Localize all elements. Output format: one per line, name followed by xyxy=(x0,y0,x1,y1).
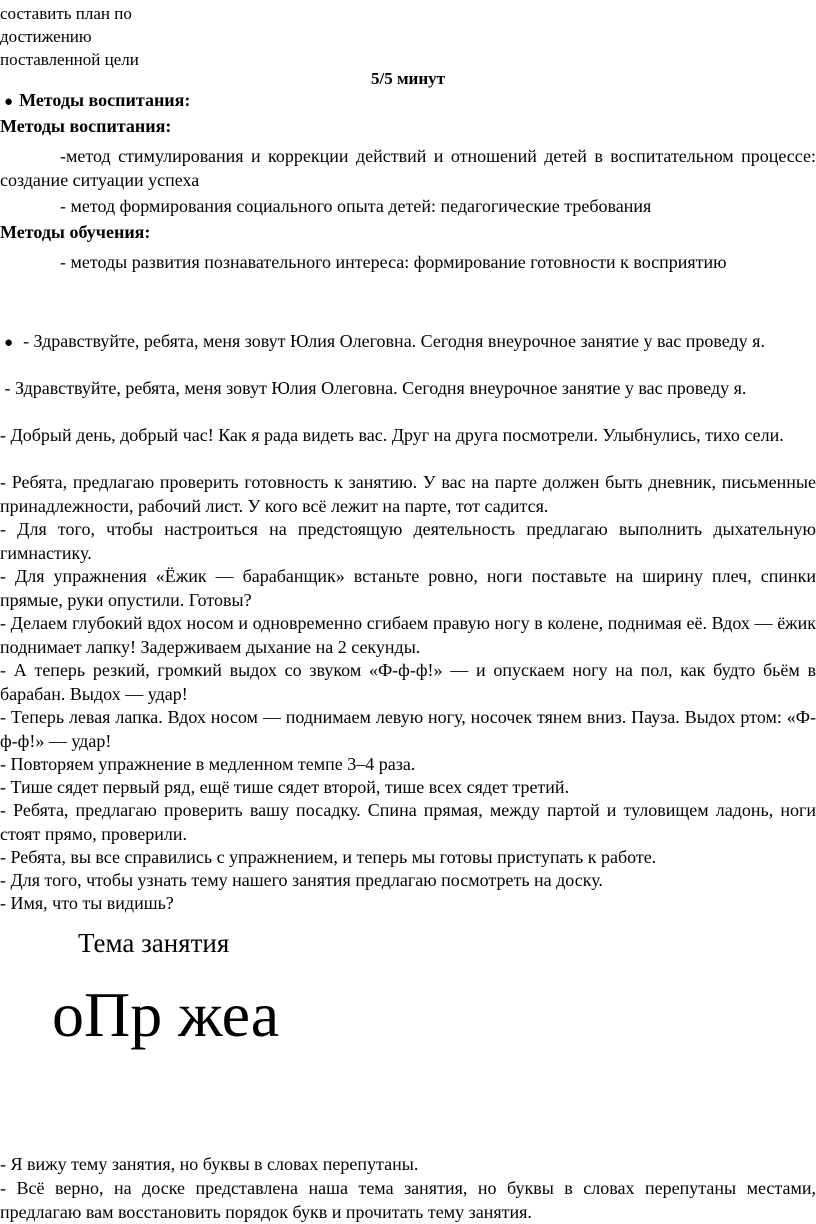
dialogue-line-5: - Для упражнения «Ёжик — барабанщик» встаньте ровно, ноги поставьте на ширину плеч, спинки прямые, руки опустили. Готовы? xyxy=(0,566,816,610)
bullet-icon: ● xyxy=(4,335,14,351)
bullet-methods-heading xyxy=(0,88,816,114)
dialogue-line-1: - Здравствуйте, ребята, меня зовут Юлия Олеговна. Сегодня внеурочное занятие у вас проведу я. xyxy=(0,378,747,398)
dialogue-line-10: - Тише сядет первый ряд, ещё тише сядет второй, тише всех сядет третий. xyxy=(0,777,570,797)
dialogue-line-13: - Для того, чтобы узнать тему нашего занятия предлагаю посмотреть на доску. xyxy=(0,870,603,890)
dialogue-line-2: - Добрый день, добрый час! Как я рада видеть вас. Друг на друга посмотрели. Улыбнулись, тихо сели. xyxy=(0,425,784,445)
dialogue-line-9: - Повторяем упражнение в медленном темпе 3–4 раза. xyxy=(0,754,416,774)
closing-line-1: - Всё верно, на доске представлена наша тема занятия, но буквы в словах перепутаны местами, предлагаю вам восстановить порядок букв и прочитать тему занятия. xyxy=(0,1178,816,1222)
dialogue-line-7: - А теперь резкий, громкий выдох со звуком «Ф-ф-ф!» — и опускаем ногу на пол, как будто бьём в барабан. Выдох — удар! xyxy=(0,660,816,704)
board-title: Тема занятия xyxy=(78,928,230,958)
goal-text: составить план по достижению поставленной цели xyxy=(0,4,139,69)
dialogue-text: - Здравствуйте, ребята, меня зовут Юлия Олеговна. Сегодня внеурочное занятие у вас проведу я. xyxy=(23,331,765,351)
dialogue-line-3: - Ребята, предлагаю проверить готовность к занятию. У вас на парте должен быть дневник, письменные принадлежности, рабочий лист. У кого всё лежит на парте, тот садится. xyxy=(0,472,816,516)
time-label: 5/5 минут xyxy=(371,69,445,88)
dialogue-line-14: - Имя, что ты видишь? xyxy=(0,893,174,913)
dialogue-line-0 xyxy=(0,329,816,355)
methods-upbringing-item: - метод формирования социального опыта детей: педагогические требования xyxy=(60,196,652,216)
methods-upbringing-heading: Методы воспитания: xyxy=(0,116,172,136)
dialogue-line-12: - Ребята, вы все справились с упражнением, и теперь мы готовы приступать к работе. xyxy=(0,847,657,867)
methods-teaching-item: - методы развития познавательного интереса: формирование готовности к восприятию xyxy=(60,252,727,272)
board-scrambled-words: оПр жеа xyxy=(52,979,280,1050)
dialogue-line-4: - Для того, чтобы настроиться на предстоящую деятельность предлагаю выполнить дыхательную гимнастику. xyxy=(0,519,816,563)
closing-line-0: - Я вижу тему занятия, но буквы в словах перепутаны. xyxy=(0,1154,419,1174)
methods-teaching-heading: Методы обучения: xyxy=(0,222,151,242)
dialogue-line-6: - Делаем глубокий вдох носом и одновременно сгибаем правую ногу в колене, поднимая её. Вдох — ёжик поднимает лапку! Задерживаем дыхание на 2 секунды. xyxy=(0,613,816,657)
methods-upbringing-item: -метод стимулирования и коррекции действий и отношений детей в воспитательном процессе: создание ситуации успеха xyxy=(0,146,816,190)
bullet-icon: ● xyxy=(4,94,14,110)
bullet-methods-label: Методы воспитания: xyxy=(19,90,191,110)
dialogue-line-11: - Ребята, предлагаю проверить вашу посадку. Спина прямая, между партой и туловищем ладонь, ноги стоят прямо, проверили. xyxy=(0,800,816,844)
dialogue-line-8: - Теперь левая лапка. Вдох носом — поднимаем левую ногу, носочек тянем вниз. Пауза. Выдох ртом: «Ф-ф-ф!» — удар! xyxy=(0,707,816,751)
